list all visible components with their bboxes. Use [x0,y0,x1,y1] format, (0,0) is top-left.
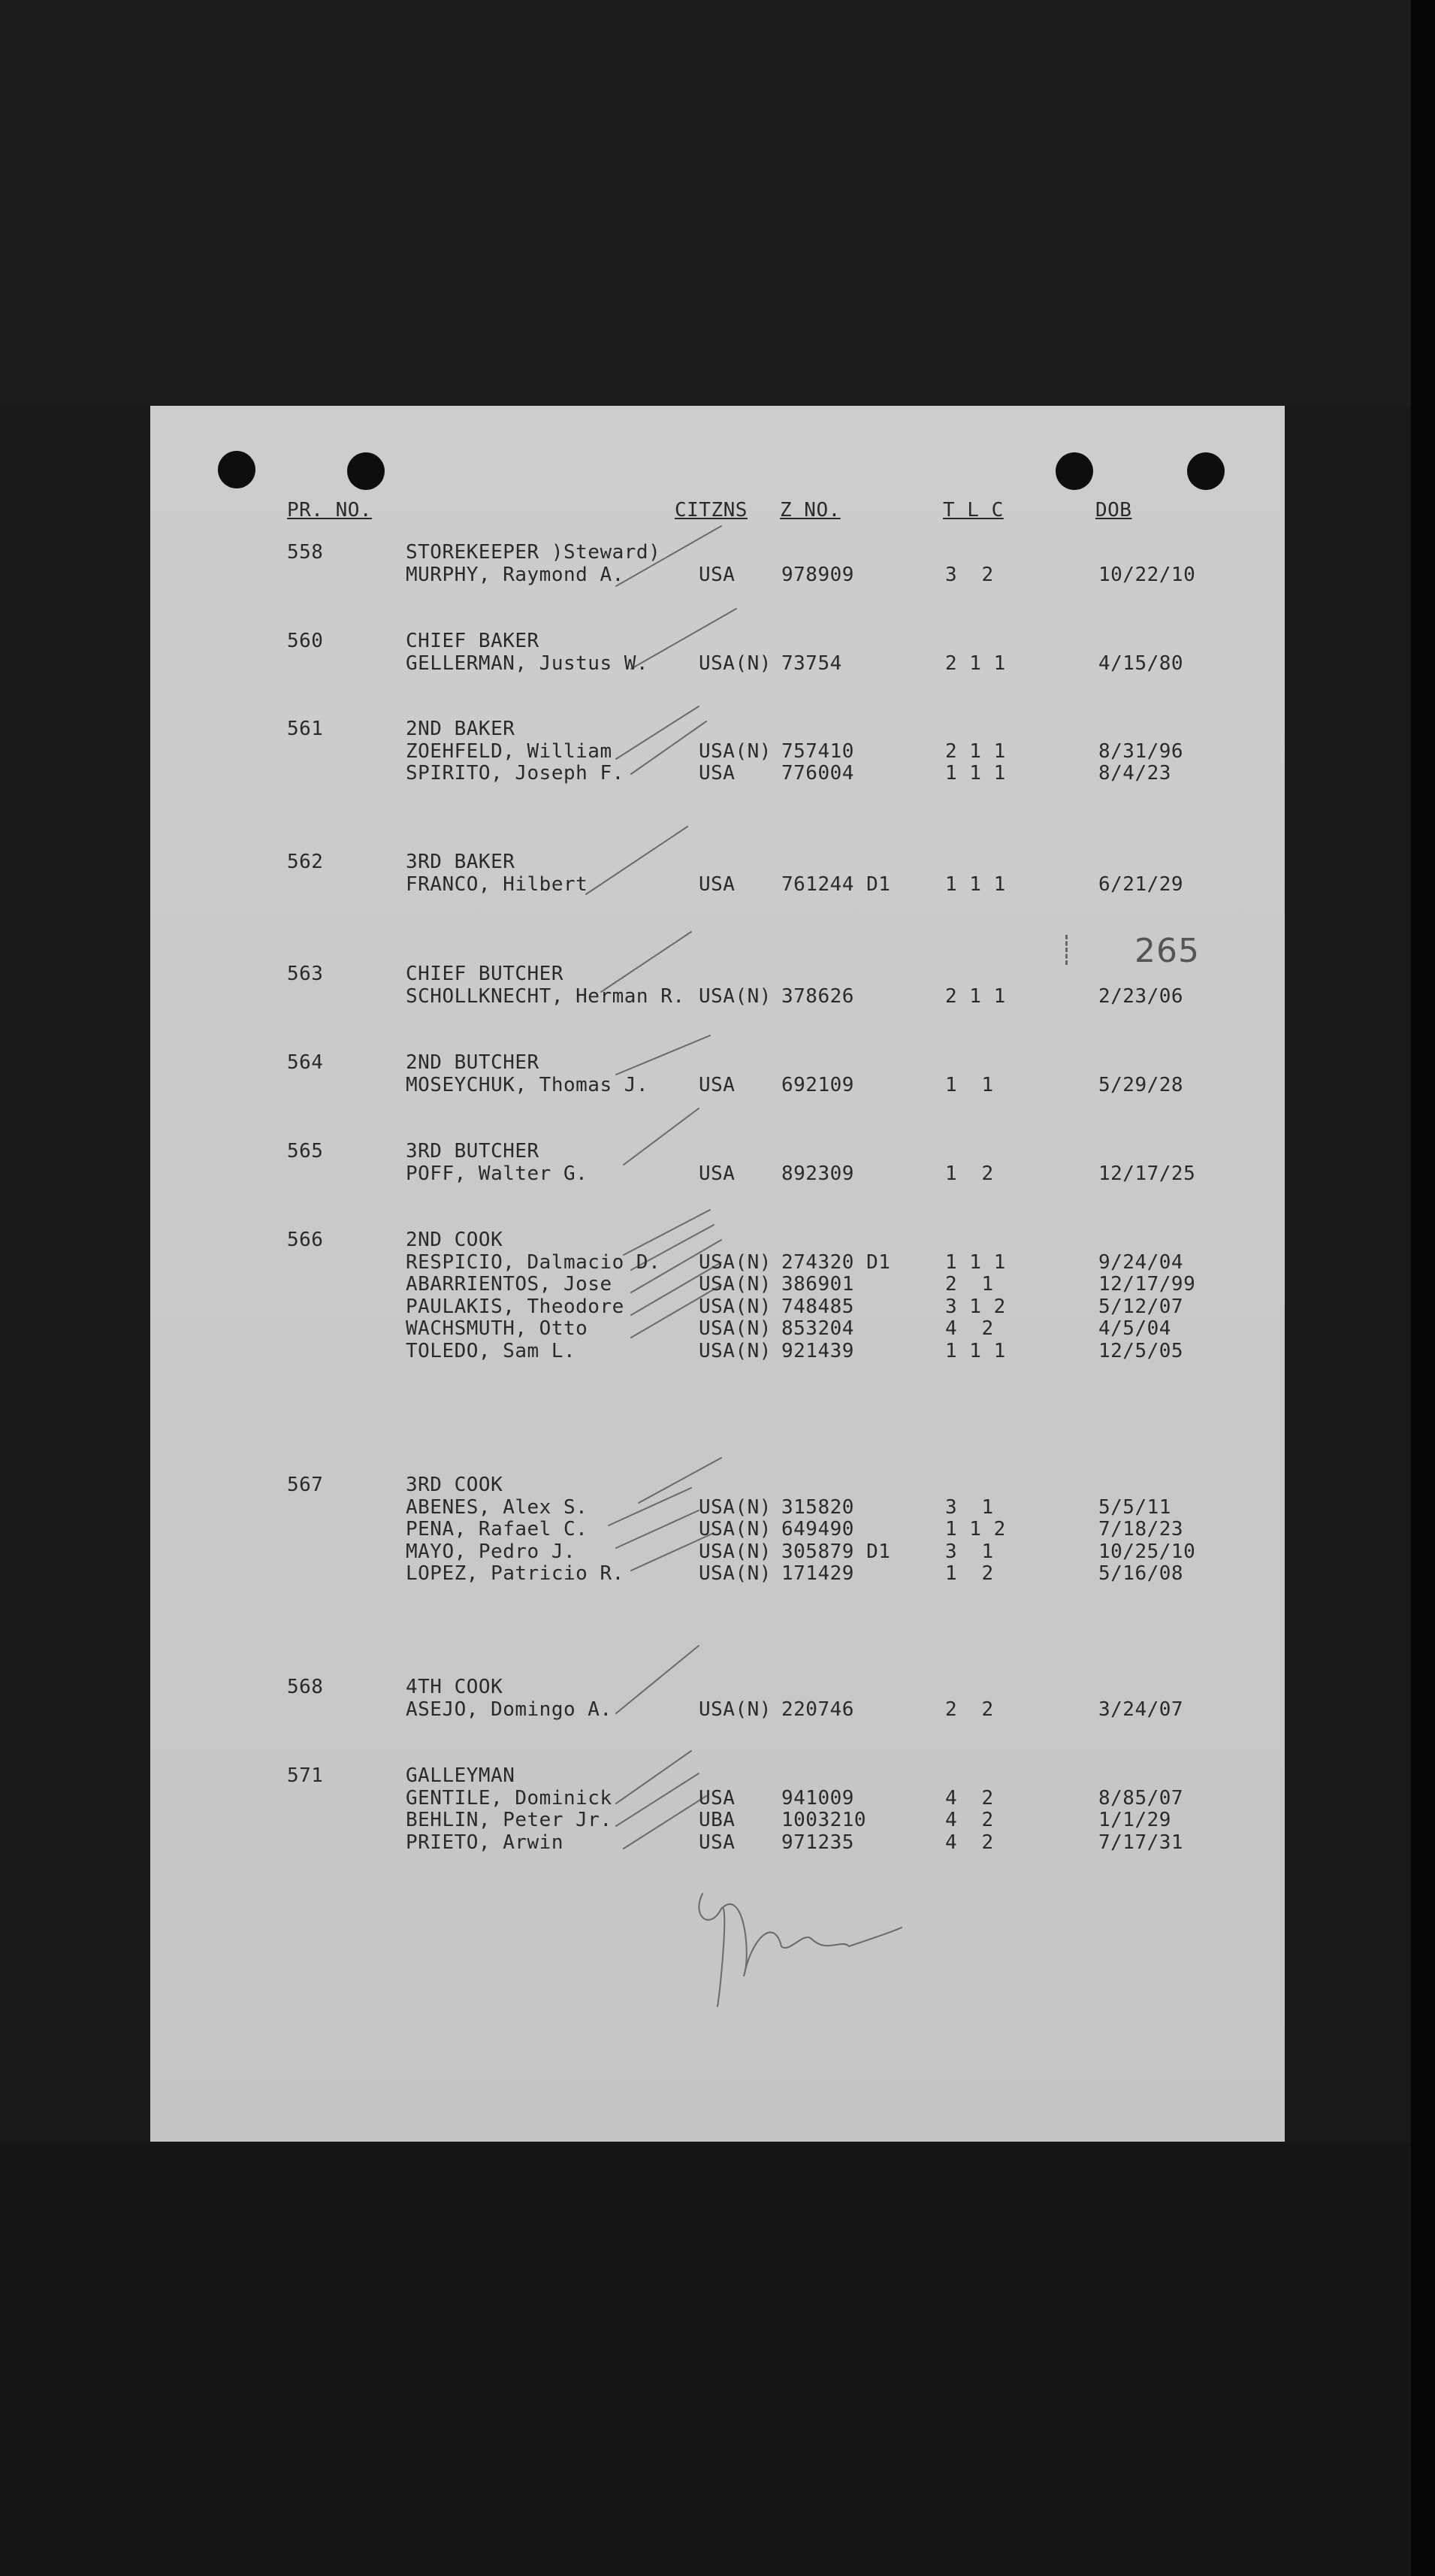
z-number: 761244 D1 [781,872,891,896]
date-of-birth: 1/1/29 [1098,1809,1171,1831]
date-of-birth: 5/29/28 [1098,1073,1184,1096]
rating-title: 4TH COOK [406,1676,503,1698]
tlc-code: 1 1 1 [945,1339,1006,1362]
pr-number: 563 [287,963,324,985]
rating-title: 3RD BAKER [406,851,515,873]
tlc-code: 2 1 1 [945,652,1006,675]
rating-title: 2ND BAKER [406,718,515,740]
tlc-code: 4 2 [945,1831,994,1854]
scanner-edge [1411,0,1435,2576]
z-number: 386901 [781,1273,854,1296]
citizenship: USA [699,563,736,586]
crew-name: POFF, Walter G. [406,1162,588,1185]
tlc-code: 2 2 [945,1698,994,1721]
z-number: 892309 [781,1162,854,1185]
crew-name: TOLEDO, Sam L. [406,1339,576,1362]
crew-name: FRANCO, Hilbert [406,872,588,896]
citizenship: USA(N) [699,1518,772,1540]
date-of-birth: 4/5/04 [1098,1317,1171,1340]
citizenship: USA [699,1073,736,1096]
crew-name: PAULAKIS, Theodore [406,1295,624,1318]
pr-number: 561 [287,718,324,740]
crew-name: MURPHY, Raymond A. [406,563,624,586]
document-page [150,406,1285,2142]
pr-number: 562 [287,851,324,873]
tlc-code: 3 2 [945,563,994,586]
pr-number: 571 [287,1764,324,1787]
tlc-code: 1 1 1 [945,762,1006,785]
z-number: 776004 [781,762,854,785]
date-of-birth: 4/15/80 [1098,652,1184,675]
date-of-birth: 5/16/08 [1098,1562,1184,1585]
tlc-code: 1 1 [945,1073,994,1096]
date-of-birth: 12/5/05 [1098,1339,1184,1362]
citizenship: USA(N) [699,1273,772,1296]
z-number: 274320 D1 [781,1250,891,1274]
date-of-birth: 7/18/23 [1098,1518,1184,1540]
rating-title: CHIEF BUTCHER [406,963,563,985]
citizenship: USA [699,872,736,896]
pr-number: 566 [287,1229,324,1251]
z-number: 305879 D1 [781,1540,891,1563]
date-of-birth: 8/85/07 [1098,1786,1184,1810]
crew-name: GENTILE, Dominick [406,1786,612,1810]
date-of-birth: 7/17/31 [1098,1831,1184,1854]
tlc-code: 3 1 2 [945,1295,1006,1318]
citizenship: UBA [699,1809,736,1831]
tlc-code: 2 1 1 [945,984,1006,1008]
z-number: 1003210 [781,1809,867,1831]
crew-name: PRIETO, Arwin [406,1831,563,1854]
citizenship: USA [699,1786,736,1810]
crew-name: WACHSMUTH, Otto [406,1317,588,1340]
date-of-birth: 3/24/07 [1098,1698,1184,1721]
pr-number: 564 [287,1051,324,1074]
crew-name: ASEJO, Domingo A. [406,1698,612,1721]
tlc-code: 1 2 [945,1162,994,1185]
date-of-birth: 2/23/06 [1098,984,1184,1008]
citizenship: USA(N) [699,1295,772,1318]
z-number: 315820 [781,1495,854,1519]
crew-name: MAYO, Pedro J. [406,1540,576,1563]
date-of-birth: 8/31/96 [1098,739,1184,763]
page-stamp-number: 265 [1134,932,1200,970]
scanner-background-top [0,0,1435,406]
header-z-no: Z NO. [780,499,841,522]
header-pr-no: PR. NO. [287,499,373,522]
z-number: 921439 [781,1339,854,1362]
rating-title: GALLEYMAN [406,1764,515,1787]
tlc-code: 3 1 [945,1540,994,1563]
pr-number: 558 [287,541,324,564]
crew-name: BEHLIN, Peter Jr. [406,1809,612,1831]
citizenship: USA(N) [699,1250,772,1274]
crew-name: LOPEZ, Patricio R. [406,1562,624,1585]
date-of-birth: 12/17/25 [1098,1162,1196,1185]
z-number: 220746 [781,1698,854,1721]
rating-title: CHIEF BAKER [406,630,539,652]
citizenship: USA(N) [699,1317,772,1340]
header-citzns: CITZNS [675,499,748,522]
date-of-birth: 5/5/11 [1098,1495,1171,1519]
z-number: 941009 [781,1786,854,1810]
citizenship: USA(N) [699,1495,772,1519]
z-number: 649490 [781,1518,854,1540]
date-of-birth: 6/21/29 [1098,872,1184,896]
z-number: 853204 [781,1317,854,1340]
crew-name: ZOEHFELD, William [406,739,612,763]
crew-name: GELLERMAN, Justus W. [406,652,649,675]
tlc-code: 1 1 1 [945,1250,1006,1274]
tlc-code: 2 1 1 [945,739,1006,763]
pr-number: 567 [287,1474,324,1496]
date-of-birth: 9/24/04 [1098,1250,1184,1274]
crew-name: PENA, Rafael C. [406,1518,588,1540]
pr-number: 565 [287,1140,324,1163]
rating-title: 2ND BUTCHER [406,1051,539,1074]
citizenship: USA(N) [699,1339,772,1362]
crew-name: ABENES, Alex S. [406,1495,588,1519]
tlc-code: 1 1 1 [945,872,1006,896]
rating-title: STOREKEEPER )Steward) [406,541,661,564]
date-of-birth: 10/25/10 [1098,1540,1196,1563]
z-number: 748485 [781,1295,854,1318]
pr-number: 560 [287,630,324,652]
header-tlc: T L C [943,499,1004,522]
pr-number: 568 [287,1676,324,1698]
tlc-code: 1 2 [945,1562,994,1585]
crew-name: SPIRITO, Joseph F. [406,762,624,785]
crew-name: ABARRIENTOS, Jose [406,1273,612,1296]
citizenship: USA(N) [699,652,772,675]
date-of-birth: 5/12/07 [1098,1295,1184,1318]
citizenship: USA [699,762,736,785]
tlc-code: 4 2 [945,1786,994,1810]
z-number: 692109 [781,1073,854,1096]
citizenship: USA(N) [699,739,772,763]
tlc-code: 4 2 [945,1809,994,1831]
citizenship: USA(N) [699,984,772,1008]
z-number: 171429 [781,1562,854,1585]
citizenship: USA(N) [699,1698,772,1721]
z-number: 971235 [781,1831,854,1854]
tlc-code: 1 1 2 [945,1518,1006,1540]
rating-title: 3RD COOK [406,1474,503,1496]
date-of-birth: 12/17/99 [1098,1273,1196,1296]
z-number: 378626 [781,984,854,1008]
tlc-code: 3 1 [945,1495,994,1519]
citizenship: USA(N) [699,1540,772,1563]
date-of-birth: 10/22/10 [1098,563,1196,586]
z-number: 757410 [781,739,854,763]
rating-title: 2ND COOK [406,1229,503,1251]
crew-name: SCHOLLKNECHT, Herman R. [406,984,685,1008]
tlc-code: 4 2 [945,1317,994,1340]
crew-name: MOSEYCHUK, Thomas J. [406,1073,649,1096]
rating-title: 3RD BUTCHER [406,1140,539,1163]
citizenship: USA [699,1162,736,1185]
z-number: 73754 [781,652,842,675]
date-of-birth: 8/4/23 [1098,762,1171,785]
z-number: 978909 [781,563,854,586]
scanner-background-bottom [0,2142,1435,2576]
tlc-code: 2 1 [945,1273,994,1296]
citizenship: USA(N) [699,1562,772,1585]
header-dob: DOB [1095,499,1132,522]
crew-name: RESPICIO, Dalmacio D. [406,1250,661,1274]
citizenship: USA [699,1831,736,1854]
